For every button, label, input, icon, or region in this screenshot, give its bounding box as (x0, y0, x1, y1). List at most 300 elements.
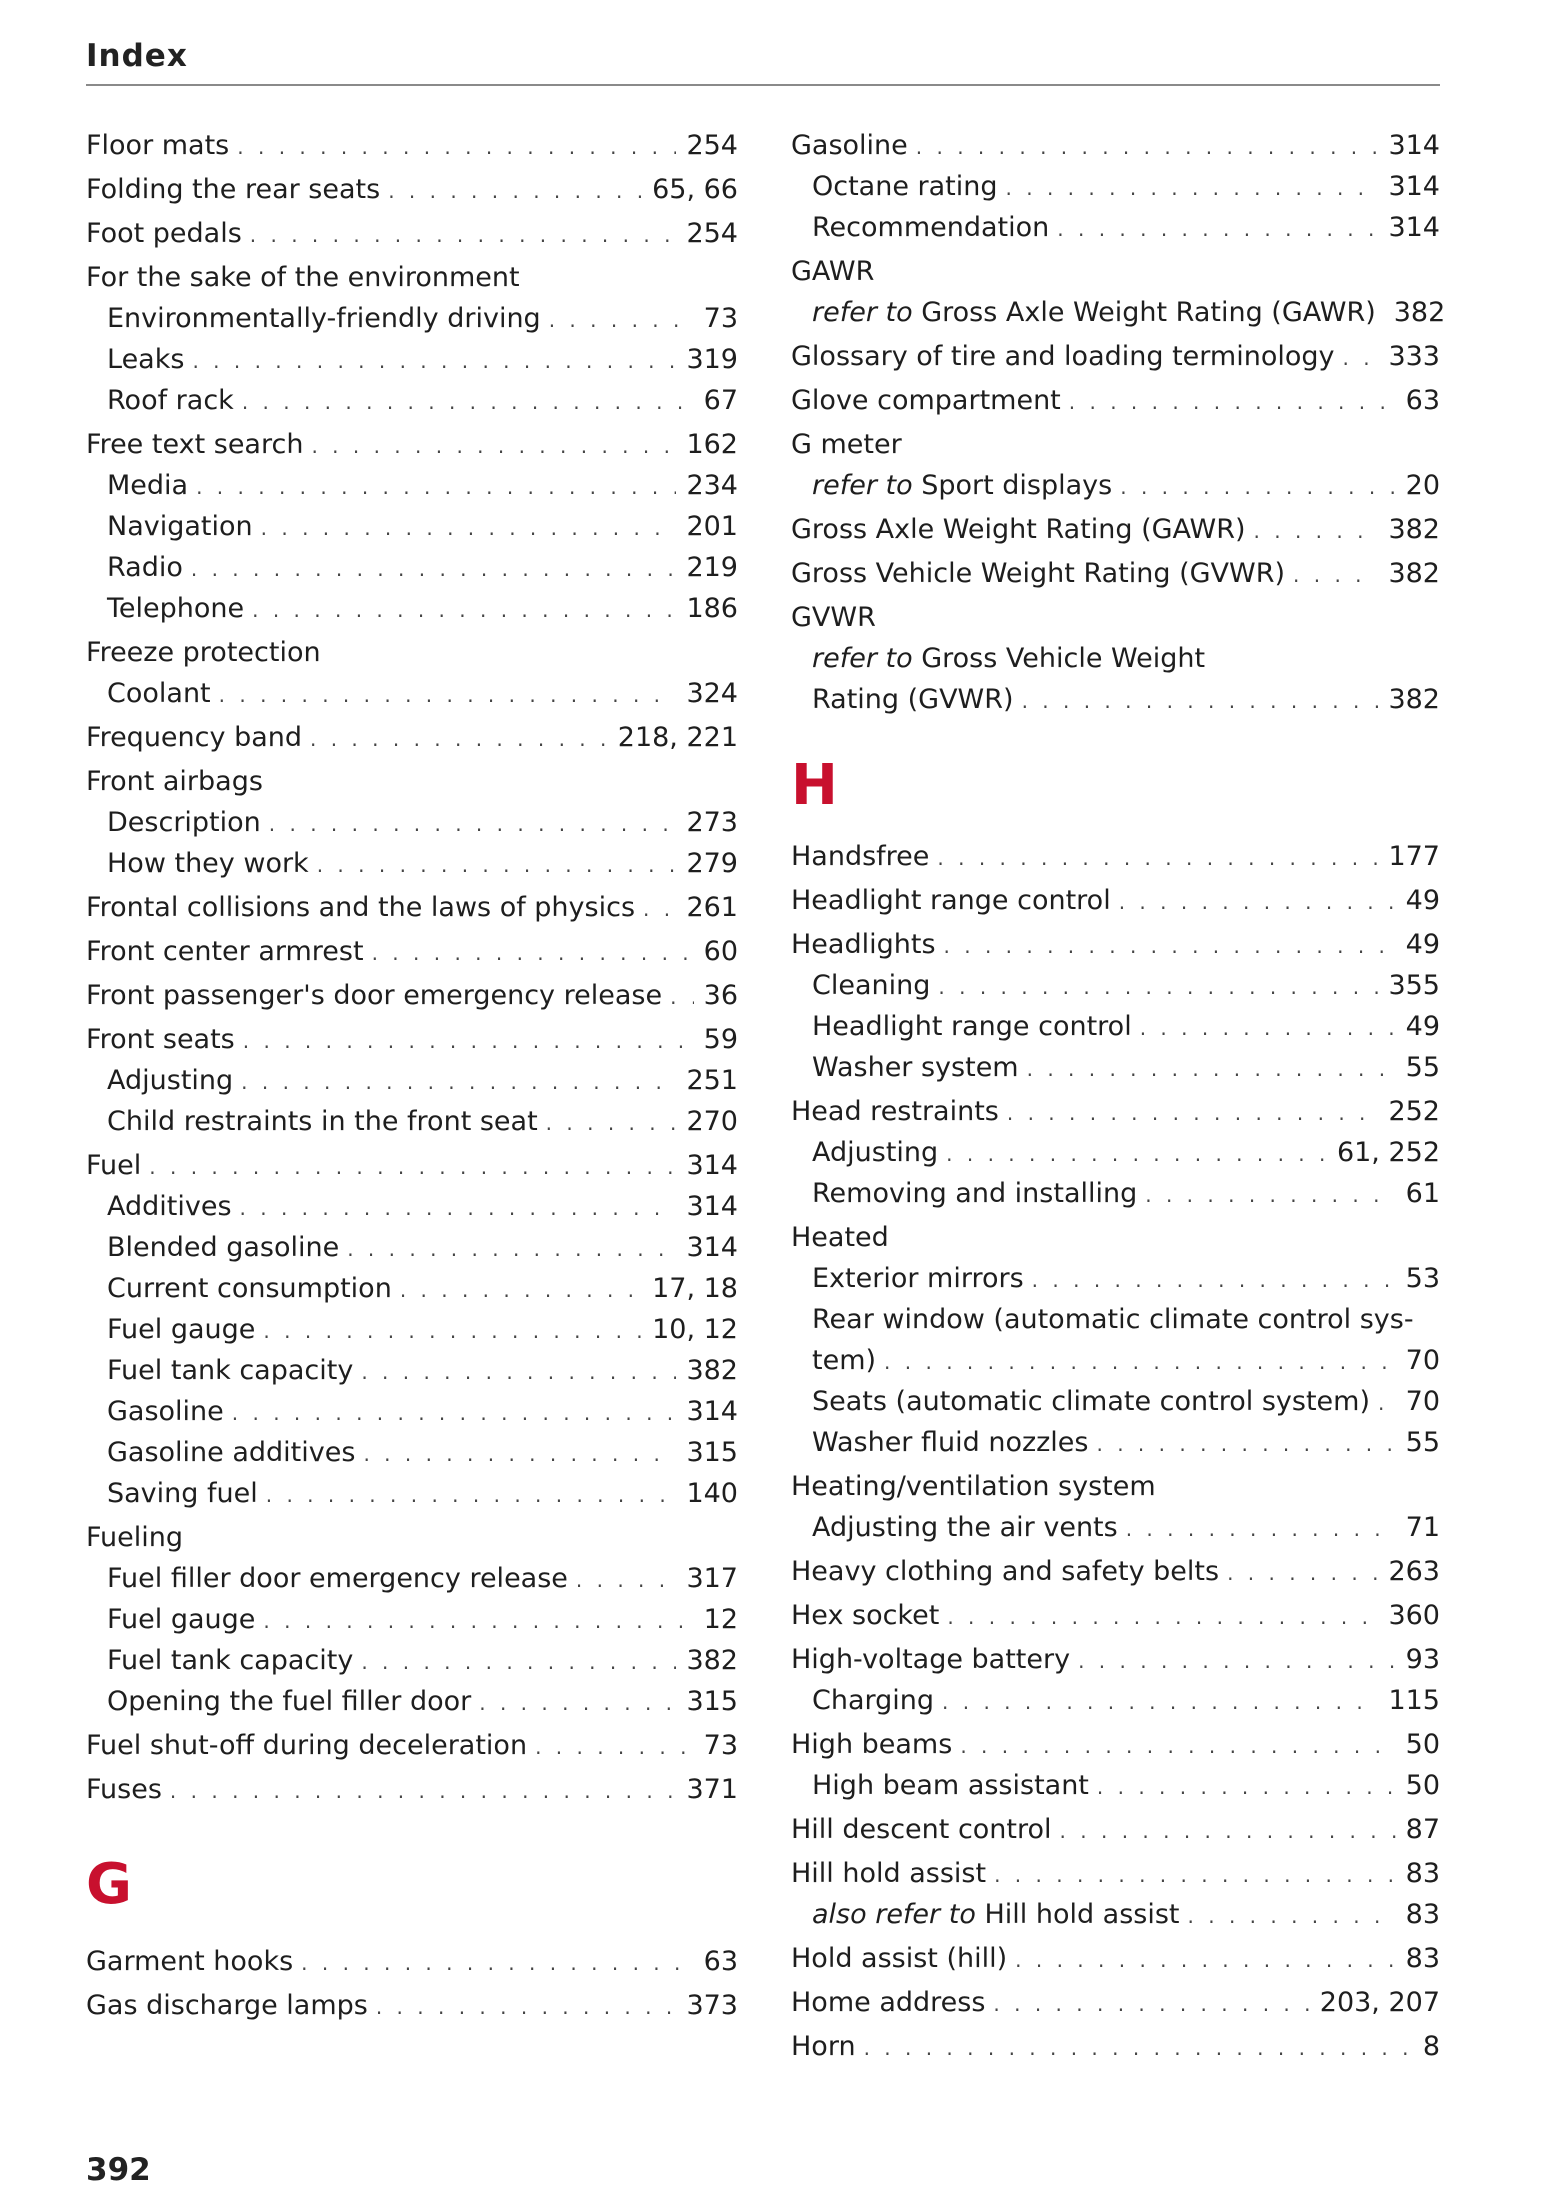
dot-leader (1145, 1175, 1395, 1216)
dot-leader (643, 889, 676, 930)
entry-label: Garment hooks (86, 1946, 294, 1977)
index-subentry (86, 1640, 738, 1681)
entry-page-reference: 201 (686, 511, 738, 542)
entry-text (812, 1680, 934, 1721)
entry-page-reference: 8 (1422, 2031, 1440, 2062)
cross-reference-prefix: refer to (812, 643, 913, 674)
entry-page-reference: 70 (1405, 1386, 1440, 1417)
entry-label: Current consumption (107, 1273, 392, 1304)
entry-page-reference: 373 (686, 1990, 738, 2021)
entry-page-reference: 65, 66 (652, 174, 738, 205)
entry-page-reference: 59 (703, 1024, 738, 1055)
index-subentry (791, 1340, 1440, 1381)
entry-page-reference: 12 (703, 1604, 738, 1635)
entry-text (86, 887, 635, 928)
entry-page-reference: 324 (686, 678, 738, 709)
entry-label: Gross Vehicle Weight (921, 643, 1206, 674)
entry-page-reference: 70 (1405, 1345, 1440, 1376)
dot-leader (388, 171, 642, 212)
entry-label: Glossary of tire and loading terminology (791, 341, 1335, 372)
index-subentry (791, 465, 1440, 506)
dot-leader (1078, 1641, 1396, 1682)
index-subentry (791, 1422, 1440, 1463)
entry-label: Fuses (86, 1774, 162, 1805)
entry-text (791, 380, 1061, 421)
index-entry (791, 424, 1440, 465)
index-entry (791, 1853, 1440, 1894)
entry-page-reference: 186 (686, 593, 738, 624)
entry-label: Blended gasoline (107, 1232, 340, 1263)
entry-page-reference: 93 (1405, 1644, 1440, 1675)
entry-page-reference: 314 (686, 1150, 738, 1181)
index-subentry (86, 802, 738, 843)
entry-label: Rear window (automatic climate control sys- (812, 1304, 1414, 1335)
index-entry (791, 1938, 1440, 1979)
entry-page-reference: 315 (686, 1686, 738, 1717)
index-entry (791, 336, 1440, 377)
index-entry (86, 257, 738, 298)
index-entry (791, 380, 1440, 421)
entry-text (791, 2026, 856, 2067)
entry-text (791, 509, 1246, 550)
entry-page-reference: 319 (686, 344, 738, 375)
entry-text (791, 1853, 986, 1894)
entry-text (86, 766, 263, 797)
index-subentry (86, 1681, 738, 1722)
index-subentry (791, 1507, 1440, 1548)
entry-text (812, 207, 1049, 248)
entry-label: GAWR (791, 256, 875, 287)
index-entry (791, 1809, 1440, 1850)
entry-text (86, 169, 380, 210)
index-entry (86, 125, 738, 166)
dot-leader (1119, 882, 1396, 923)
entry-label: Fuel filler door emergency release (107, 1563, 568, 1594)
entry-text (812, 1047, 1019, 1088)
dot-leader (237, 127, 676, 168)
index-subentry (791, 1765, 1440, 1806)
entry-text (107, 1101, 538, 1142)
entry-page-reference: 140 (686, 1478, 738, 1509)
entry-page-reference: 314 (686, 1232, 738, 1263)
dot-leader (1254, 511, 1379, 552)
entry-page-reference: 55 (1405, 1052, 1440, 1083)
dot-leader (263, 1601, 693, 1642)
dot-leader (1293, 555, 1378, 596)
entry-page-reference: 87 (1405, 1814, 1440, 1845)
index-subentry (791, 1173, 1440, 1214)
entry-page-reference: 371 (686, 1774, 738, 1805)
entry-text (107, 380, 234, 421)
entry-page-reference: 314 (1388, 171, 1440, 202)
entry-text (86, 1522, 183, 1553)
index-entry (86, 887, 738, 928)
entry-page-reference: 49 (1405, 885, 1440, 916)
index-entry (86, 975, 738, 1016)
index-subentry (86, 506, 738, 547)
entry-label: Fueling (86, 1522, 184, 1553)
entry-text (791, 553, 1285, 594)
entry-label: Heavy clothing and safety belts (791, 1556, 1220, 1587)
entry-page-reference: 355 (1388, 970, 1440, 1001)
entry-label: Gross Vehicle Weight Rating (GVWR) (791, 558, 1286, 589)
entry-label: Glove compartment (791, 385, 1061, 416)
entry-label: Fuel tank capacity (107, 1355, 354, 1386)
entry-label: Opening the fuel filler door (107, 1686, 472, 1717)
entry-text (791, 880, 1111, 921)
index-column-left (86, 125, 738, 2026)
entry-text (791, 429, 902, 460)
entry-page-reference: 36 (703, 980, 738, 1011)
entry-label: Environmentally-friendly driving (107, 303, 541, 334)
dot-leader (670, 977, 694, 1018)
dot-leader (317, 845, 677, 886)
entry-page-reference: 382 (686, 1355, 738, 1386)
index-entry (791, 597, 1440, 638)
entry-label: Roof rack (107, 385, 234, 416)
entry-page-reference: 49 (1405, 929, 1440, 960)
dot-leader (1097, 1424, 1396, 1465)
entry-text (86, 1941, 293, 1982)
entry-page-reference: 234 (686, 470, 738, 501)
entry-page-reference: 261 (686, 892, 738, 923)
entry-text (812, 1132, 938, 1173)
index-subentry (791, 965, 1440, 1006)
dot-leader (266, 1475, 677, 1516)
entry-page-reference: 60 (703, 936, 738, 967)
index-subentry (86, 1309, 738, 1350)
entry-label: Front center armrest (86, 936, 364, 967)
entry-label: Seats (automatic climate control system) (812, 1386, 1370, 1417)
entry-text (812, 1381, 1370, 1422)
entry-text (791, 1938, 1007, 1979)
entry-text (791, 125, 908, 166)
entry-text (107, 1599, 255, 1640)
entry-text (107, 802, 261, 843)
entry-label: Headlight range control (812, 1011, 1132, 1042)
entry-label: Headlights (791, 929, 936, 960)
entry-label: Heated (791, 1222, 889, 1253)
index-subentry (791, 1047, 1440, 1088)
entry-text (107, 1060, 233, 1101)
index-entry (86, 1019, 738, 1060)
entry-page-reference: 61, 252 (1336, 1137, 1440, 1168)
dot-leader (261, 508, 677, 549)
entry-page-reference: 203, 207 (1319, 1987, 1440, 2018)
entry-page-reference: 10, 12 (652, 1314, 738, 1345)
entry-text (86, 262, 520, 293)
dot-leader (252, 590, 676, 631)
entry-text (107, 1227, 339, 1268)
entry-text (812, 1507, 1118, 1548)
section-letter-h: H (791, 753, 838, 818)
entry-page-reference: 83 (1405, 1899, 1440, 1930)
entry-text (86, 931, 364, 972)
dot-leader (1378, 1383, 1396, 1424)
entry-text (86, 1019, 235, 1060)
dot-leader (576, 1560, 677, 1601)
entry-label: Additives (107, 1191, 232, 1222)
entry-label: Description (107, 807, 261, 838)
entry-text (791, 1595, 939, 1636)
entry-page-reference: 382 (1388, 558, 1440, 589)
index-subentry (86, 380, 738, 421)
entry-label: Coolant (107, 678, 211, 709)
entry-label: Headlight range control (791, 885, 1111, 916)
index-entry (791, 553, 1440, 594)
entry-page-reference: 63 (1405, 385, 1440, 416)
entry-label: Home address (791, 1987, 986, 2018)
dot-leader (937, 838, 1378, 879)
dot-leader (372, 933, 694, 974)
entry-page-reference: 177 (1388, 841, 1440, 872)
entry-label: Washer fluid nozzles (812, 1427, 1089, 1458)
index-entry (791, 509, 1440, 550)
entry-label: Charging (812, 1685, 935, 1716)
entry-label: Adjusting (107, 1065, 234, 1096)
entry-text (812, 1258, 1024, 1299)
dot-leader (232, 1393, 677, 1434)
entry-label: Cleaning (812, 970, 931, 1001)
entry-text (107, 843, 309, 884)
entry-label: Gasoline additives (107, 1437, 356, 1468)
entry-text (812, 1422, 1089, 1463)
header-divider (86, 84, 1440, 86)
entry-label: High beams (791, 1729, 953, 1760)
entry-text (812, 1340, 876, 1381)
entry-label: Saving fuel (107, 1478, 258, 1509)
index-entry (86, 1769, 738, 1810)
page-number: 392 (86, 2152, 151, 2188)
entry-label: Gasoline (791, 130, 908, 161)
entry-text (812, 1173, 1137, 1214)
entry-text (812, 292, 1376, 333)
index-entry (86, 1517, 738, 1558)
entry-page-reference: 314 (1388, 130, 1440, 161)
index-entry (791, 251, 1440, 292)
entry-label: Fuel gauge (107, 1604, 256, 1635)
entry-label: Front seats (86, 1024, 235, 1055)
entry-label: Handsfree (791, 841, 930, 872)
entry-text (791, 836, 929, 877)
dot-leader (549, 300, 694, 341)
entry-page-reference: 50 (1405, 1770, 1440, 1801)
index-subentry (791, 1258, 1440, 1299)
entry-label: Floor mats (86, 130, 230, 161)
dot-leader (916, 127, 1379, 168)
entry-label: Navigation (107, 511, 253, 542)
entry-page-reference: 50 (1405, 1729, 1440, 1760)
entry-label: Sport displays (921, 470, 1113, 501)
entry-text (86, 424, 303, 465)
index-subentry (791, 679, 1440, 720)
index-entry (791, 1217, 1440, 1258)
entry-page-reference: 73 (703, 1730, 738, 1761)
entry-text (791, 1724, 952, 1765)
entry-text (86, 213, 242, 254)
entry-page-reference: 83 (1405, 1943, 1440, 1974)
dot-leader (243, 1021, 694, 1062)
entry-text (791, 1639, 1070, 1680)
dot-leader (269, 804, 677, 845)
entry-page-reference: 314 (686, 1191, 738, 1222)
dot-leader (149, 1147, 676, 1188)
entry-text (107, 506, 253, 547)
index-subentry (86, 547, 738, 588)
index-entry (86, 717, 738, 758)
dot-leader (1015, 1940, 1395, 1981)
entry-label: Gas discharge lamps (86, 1990, 368, 2021)
entry-text (791, 602, 876, 633)
entry-label: Frequency band (86, 722, 302, 753)
entry-page-reference: 252 (1388, 1096, 1440, 1127)
dot-leader (310, 719, 608, 760)
entry-text (86, 975, 662, 1016)
index-column-right (791, 125, 1446, 2067)
index-subentry (86, 1432, 738, 1473)
entry-label: Hex socket (791, 1600, 940, 1631)
entry-text (812, 1765, 1089, 1806)
entry-label: Telephone (107, 593, 245, 624)
index-entry (791, 2026, 1440, 2067)
entry-label: Washer system (812, 1052, 1019, 1083)
dot-leader (938, 967, 1378, 1008)
entry-text (812, 166, 998, 207)
dot-leader (479, 1683, 676, 1724)
dot-leader (1069, 382, 1396, 423)
index-subentry (86, 588, 738, 629)
dot-leader (242, 382, 694, 423)
entry-label: Gross Axle Weight Rating (GAWR) (791, 514, 1246, 545)
entry-text (86, 1145, 141, 1186)
entry-text (791, 336, 1335, 377)
entry-text (86, 1769, 162, 1810)
index-entry (86, 931, 738, 972)
entry-label: Foot pedals (86, 218, 242, 249)
entry-text (107, 1640, 353, 1681)
entry-text (86, 1985, 368, 2026)
index-subentry (791, 638, 1440, 679)
entry-text (791, 256, 874, 287)
entry-label: Hill hold assist (984, 1899, 1180, 1930)
index-entry (791, 1639, 1440, 1680)
index-subentry (86, 1060, 738, 1101)
index-subentry (86, 1227, 738, 1268)
dot-leader (1032, 1260, 1396, 1301)
entry-page-reference: 263 (1388, 1556, 1440, 1587)
entry-page-reference: 162 (686, 429, 738, 460)
index-subentry (86, 1268, 738, 1309)
entry-label: Octane rating (812, 171, 998, 202)
entry-text (791, 1809, 1052, 1850)
entry-page-reference: 273 (686, 807, 738, 838)
entry-label: Fuel (86, 1150, 142, 1181)
dot-leader (1343, 338, 1379, 379)
dot-leader (993, 1984, 1309, 2025)
entry-label: Hold assist (hill) (791, 1943, 1008, 1974)
entry-label: Gross Axle Weight Rating (GAWR) (921, 297, 1376, 328)
dot-leader (240, 1188, 677, 1229)
index-entry (86, 424, 738, 465)
entry-label: Gasoline (107, 1396, 224, 1427)
entry-page-reference: 382 (686, 1645, 738, 1676)
index-entry (86, 213, 738, 254)
dot-leader (960, 1726, 1395, 1767)
entry-text (107, 1186, 232, 1227)
entry-label: Media (107, 470, 189, 501)
dot-leader (946, 1134, 1327, 1175)
dot-leader (1007, 1093, 1379, 1134)
entry-page-reference: 49 (1405, 1011, 1440, 1042)
index-entry (791, 836, 1440, 877)
entry-page-reference: 314 (686, 1396, 738, 1427)
entry-page-reference: 67 (703, 385, 738, 416)
index-entry (86, 1145, 738, 1186)
entry-label: Removing and installing (812, 1178, 1138, 1209)
entry-text (107, 1681, 471, 1722)
entry-text (791, 1982, 985, 2023)
entry-label: Free text search (86, 429, 304, 460)
entry-label: Recommendation (812, 212, 1050, 243)
dot-leader (196, 467, 676, 508)
entry-label: tem) (812, 1345, 877, 1376)
entry-text (107, 1268, 392, 1309)
entry-page-reference: 61 (1405, 1178, 1440, 1209)
entry-label: High beam assistant (812, 1770, 1089, 1801)
index-subentry (86, 1186, 738, 1227)
index-subentry (86, 339, 738, 380)
entry-page-reference: 279 (686, 848, 738, 879)
index-subentry (86, 843, 738, 884)
entry-page-reference: 360 (1388, 1600, 1440, 1631)
entry-label: Front passenger's door emergency release (86, 980, 663, 1011)
entry-text (791, 1091, 999, 1132)
entry-label: Adjusting (812, 1137, 939, 1168)
index-subentry (791, 166, 1440, 207)
entry-text (791, 1551, 1219, 1592)
dot-leader (400, 1270, 642, 1311)
index-entry (86, 761, 738, 802)
index-subentry (86, 673, 738, 714)
dot-leader (944, 926, 1396, 967)
entry-page-reference: 333 (1388, 341, 1440, 372)
entry-label: Hill descent control (791, 1814, 1052, 1845)
entry-page-reference: 251 (686, 1065, 738, 1096)
entry-label: Horn (791, 2031, 856, 2062)
dot-leader (170, 1771, 677, 1812)
entry-page-reference: 73 (703, 303, 738, 334)
dot-leader (1188, 1896, 1396, 1937)
dot-leader (1022, 681, 1379, 722)
entry-text (812, 1894, 1180, 1935)
dot-leader (361, 1642, 676, 1683)
dot-leader (1057, 209, 1378, 250)
entry-text (107, 339, 184, 380)
index-subentry (791, 1680, 1440, 1721)
entry-label: Rating (GVWR) (812, 684, 1014, 715)
cross-reference-prefix: refer to (812, 470, 913, 501)
dot-leader (947, 1597, 1378, 1638)
index-entry (791, 125, 1440, 166)
index-subentry (791, 1132, 1440, 1173)
index-subentry (86, 1473, 738, 1514)
entry-text (812, 965, 930, 1006)
entry-text (812, 1304, 1414, 1335)
entry-text (791, 924, 936, 965)
index-entry (791, 1091, 1440, 1132)
entry-page-reference: 254 (686, 218, 738, 249)
entry-text (791, 1471, 1156, 1502)
